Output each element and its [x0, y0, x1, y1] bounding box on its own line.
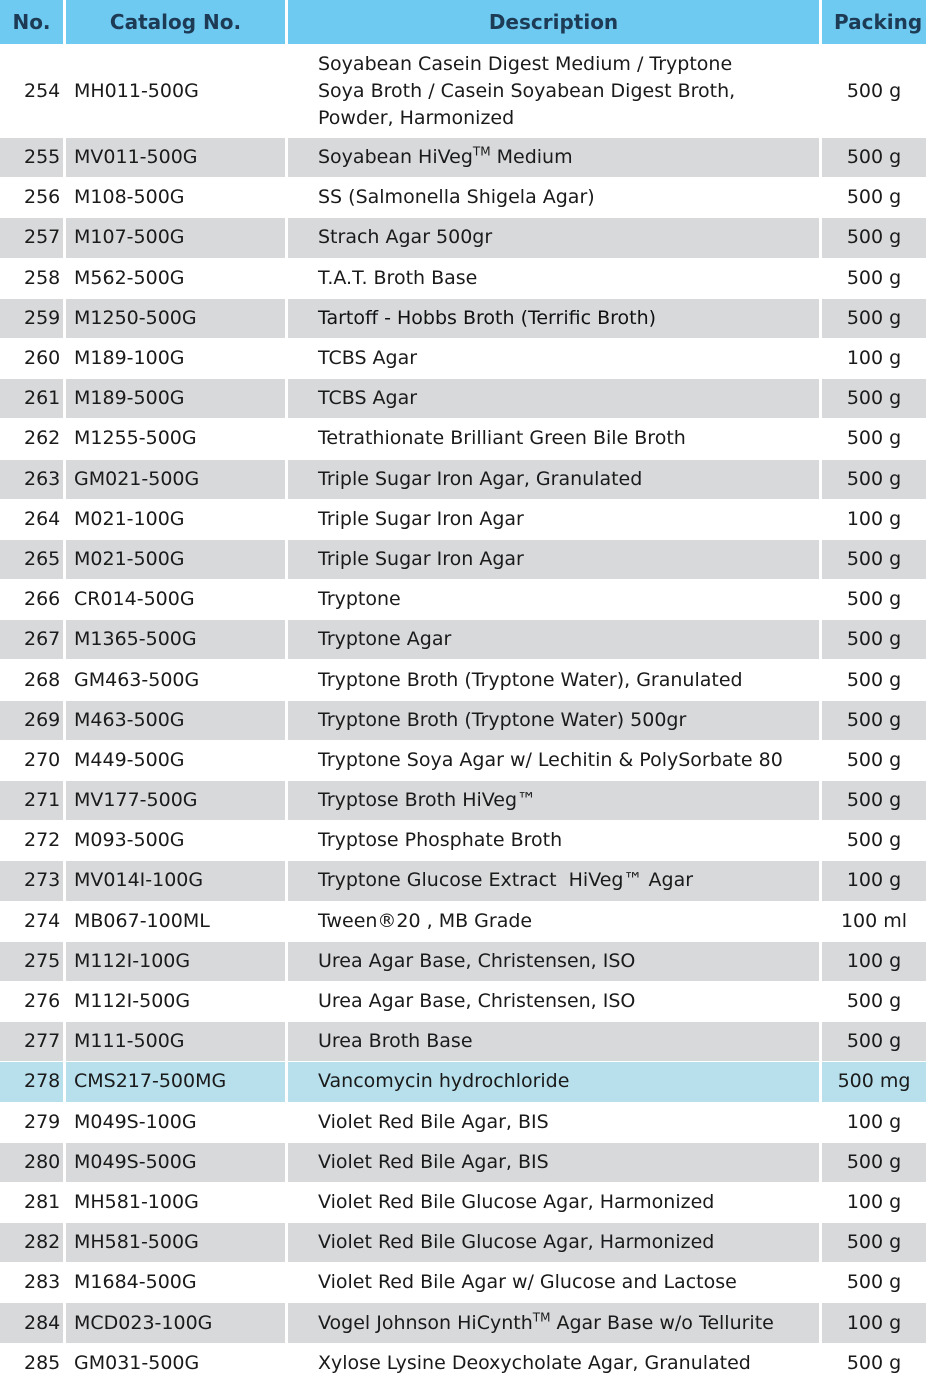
- row-no: 277: [0, 1022, 66, 1061]
- row-catalog-no: M049S-100G: [66, 1103, 288, 1142]
- table-row: [0, 218, 926, 258]
- row-catalog-no: M449-500G: [66, 741, 288, 780]
- row-catalog-no: M1250-500G: [66, 299, 288, 338]
- row-packing: 500 g: [846, 588, 902, 611]
- row-catalog-no: M562-500G: [66, 259, 288, 298]
- row-no: 275: [0, 942, 66, 981]
- row-description: Violet Red Bile Agar w/ Glucose and Lactose: [288, 1263, 822, 1302]
- table-row: [0, 942, 926, 982]
- row-packing: 500 g: [846, 80, 902, 102]
- row-packing: 500 g: [846, 1030, 902, 1053]
- row-packing: 500 g: [846, 266, 902, 289]
- row-no: 278: [0, 1062, 66, 1101]
- table-body: [0, 46, 926, 1384]
- row-packing: 500 g: [846, 467, 902, 490]
- row-packing: 100 g: [846, 1190, 902, 1213]
- table-row: [0, 781, 926, 821]
- row-no: 285: [0, 1344, 66, 1383]
- row-packing: 500 g: [846, 547, 902, 570]
- row-catalog-no: MCD023-100G: [66, 1303, 288, 1342]
- row-no: 259: [0, 299, 66, 338]
- row-description: Tryptose Broth HiVeg™: [288, 781, 822, 820]
- row-description: Violet Red Bile Agar, BIS: [288, 1143, 822, 1182]
- row-catalog-no: GM463-500G: [66, 660, 288, 699]
- row-no: 260: [0, 339, 66, 378]
- row-packing: 500 g: [846, 668, 902, 691]
- row-no: 256: [0, 178, 66, 217]
- row-no: 264: [0, 500, 66, 539]
- row-no: 272: [0, 821, 66, 860]
- row-no: 255: [0, 138, 66, 177]
- row-catalog-no: MB067-100ML: [66, 902, 288, 941]
- table-row: [0, 902, 926, 942]
- table-header: [0, 0, 926, 46]
- table-row: [0, 982, 926, 1022]
- row-catalog-no: M112I-500G: [66, 982, 288, 1021]
- row-no: 270: [0, 741, 66, 780]
- row-packing: 500 mg: [837, 1070, 911, 1093]
- row-packing: 500 g: [846, 748, 902, 771]
- header-packing: Packing: [834, 9, 923, 34]
- row-no: 273: [0, 861, 66, 900]
- table-row: [0, 299, 926, 339]
- row-no: 257: [0, 218, 66, 257]
- row-packing: 500 g: [846, 1150, 902, 1173]
- row-no: 258: [0, 259, 66, 298]
- row-description: Tetrathionate Brilliant Green Bile Broth: [288, 419, 822, 458]
- row-catalog-no: M107-500G: [66, 218, 288, 257]
- row-packing: 500 g: [846, 829, 902, 852]
- table-row: [0, 138, 926, 178]
- row-description: [288, 138, 822, 177]
- row-description: Tryptone Agar: [288, 620, 822, 659]
- trademark-mark: TM: [472, 144, 491, 159]
- table-row: [0, 379, 926, 419]
- table-row: [0, 701, 926, 741]
- row-catalog-no: M021-100G: [66, 500, 288, 539]
- table-row: [0, 500, 926, 540]
- row-no: 269: [0, 701, 66, 740]
- description-tail: Agar Base w/o Tellurite: [550, 1311, 774, 1334]
- row-no: 254: [0, 46, 66, 137]
- row-packing: 500 g: [846, 387, 902, 410]
- row-no: 263: [0, 460, 66, 499]
- table-row: [0, 580, 926, 620]
- table-row: [0, 620, 926, 660]
- row-no: 266: [0, 580, 66, 619]
- row-no: 276: [0, 982, 66, 1021]
- row-description: Soyabean Casein Digest Medium / Tryptone Soya Broth / Casein Soyabean Digest Broth, Powder, Harmonized: [288, 46, 822, 137]
- table-row: [0, 46, 926, 138]
- row-description: Tryptone Broth (Tryptone Water), Granulated: [288, 660, 822, 699]
- table-row: [0, 821, 926, 861]
- row-catalog-no: M189-500G: [66, 379, 288, 418]
- row-description: Urea Broth Base: [288, 1022, 822, 1061]
- row-catalog-no: MV011-500G: [66, 138, 288, 177]
- trademark-mark: TM: [532, 1310, 551, 1325]
- row-catalog-no: M021-500G: [66, 540, 288, 579]
- row-description: Urea Agar Base, Christensen, ISO: [288, 982, 822, 1021]
- table-row: [0, 741, 926, 781]
- row-no: 265: [0, 540, 66, 579]
- row-description: Tryptose Phosphate Broth: [288, 821, 822, 860]
- row-description: SS (Salmonella Shigela Agar): [288, 178, 822, 217]
- table-row: [0, 1143, 926, 1183]
- row-packing: 500 g: [846, 1231, 902, 1254]
- table-row: [0, 1183, 926, 1223]
- row-no: 274: [0, 902, 66, 941]
- row-packing: 500 g: [846, 146, 902, 169]
- row-description: TCBS Agar: [288, 339, 822, 378]
- table-row: [0, 259, 926, 299]
- row-catalog-no: M1255-500G: [66, 419, 288, 458]
- table-row: [0, 540, 926, 580]
- row-description: Tartoff - Hobbs Broth (Terrific Broth): [288, 299, 822, 338]
- row-packing: 500 g: [846, 1351, 902, 1374]
- row-no: 283: [0, 1263, 66, 1302]
- row-catalog-no: M112I-100G: [66, 942, 288, 981]
- row-catalog-no: MH011-500G: [66, 46, 288, 137]
- row-catalog-no: CMS217-500MG: [66, 1062, 288, 1101]
- row-catalog-no: M189-100G: [66, 339, 288, 378]
- row-packing: 100 g: [846, 869, 902, 892]
- row-catalog-no: M1684-500G: [66, 1263, 288, 1302]
- row-description: Triple Sugar Iron Agar: [288, 540, 822, 579]
- row-packing: 500 g: [846, 226, 902, 249]
- row-description: Violet Red Bile Agar, BIS: [288, 1103, 822, 1142]
- table-row: [0, 660, 926, 700]
- table-row: [0, 339, 926, 379]
- table-row: [0, 1223, 926, 1263]
- row-catalog-no: M111-500G: [66, 1022, 288, 1061]
- table-row: [0, 178, 926, 218]
- row-catalog-no: M463-500G: [66, 701, 288, 740]
- row-catalog-no: MH581-100G: [66, 1183, 288, 1222]
- row-packing: 500 g: [846, 990, 902, 1013]
- row-packing: 100 g: [846, 347, 902, 370]
- row-no: 261: [0, 379, 66, 418]
- table-row: [0, 861, 926, 901]
- row-catalog-no: GM031-500G: [66, 1344, 288, 1383]
- row-packing: 500 g: [846, 427, 902, 450]
- description-text: Soyabean HiVeg: [318, 146, 473, 169]
- row-description: TCBS Agar: [288, 379, 822, 418]
- row-no: 262: [0, 419, 66, 458]
- row-description: Tween®20 , MB Grade: [288, 902, 822, 941]
- row-catalog-no: MV014I-100G: [66, 861, 288, 900]
- row-packing: 500 g: [846, 789, 902, 812]
- row-catalog-no: M108-500G: [66, 178, 288, 217]
- table-row: [0, 1022, 926, 1062]
- row-description: [288, 1303, 822, 1342]
- table-row: [0, 460, 926, 500]
- header-no: No.: [0, 0, 66, 44]
- table-row: [0, 1062, 926, 1102]
- row-description: Tryptone Soya Agar w/ Lechitin & PolySorbate 80: [288, 741, 822, 780]
- row-packing: 100 g: [846, 1110, 902, 1133]
- description-text: Vogel Johnson HiCynth: [318, 1311, 533, 1334]
- row-no: 279: [0, 1103, 66, 1142]
- row-packing: 500 g: [846, 708, 902, 731]
- row-description: Tryptone: [288, 580, 822, 619]
- table-row: [0, 1103, 926, 1143]
- row-description: Violet Red Bile Glucose Agar, Harmonized: [288, 1183, 822, 1222]
- header-description: Description: [288, 0, 822, 44]
- row-description: Strach Agar 500gr: [288, 218, 822, 257]
- row-no: 280: [0, 1143, 66, 1182]
- table-row: [0, 1263, 926, 1303]
- row-description: Vancomycin hydrochloride: [288, 1062, 822, 1101]
- row-catalog-no: M093-500G: [66, 821, 288, 860]
- header-catalog-no: Catalog No.: [66, 0, 288, 44]
- table-row: [0, 419, 926, 459]
- row-packing: 100 g: [846, 507, 902, 530]
- row-description: Violet Red Bile Glucose Agar, Harmonized: [288, 1223, 822, 1262]
- row-no: 282: [0, 1223, 66, 1262]
- row-packing: 100 ml: [840, 909, 908, 932]
- row-description: T.A.T. Broth Base: [288, 259, 822, 298]
- row-packing: 100 g: [846, 1311, 902, 1334]
- row-description: Triple Sugar Iron Agar, Granulated: [288, 460, 822, 499]
- row-description: Tryptone Broth (Tryptone Water) 500gr: [288, 701, 822, 740]
- row-no: 284: [0, 1303, 66, 1342]
- row-no: 271: [0, 781, 66, 820]
- table-row: [0, 1344, 926, 1384]
- row-packing: 500 g: [846, 628, 902, 651]
- row-catalog-no: M049S-500G: [66, 1143, 288, 1182]
- row-packing: 500 g: [846, 306, 902, 329]
- row-description: Tryptone Glucose Extract HiVeg™ Agar: [288, 861, 822, 900]
- row-no: 268: [0, 660, 66, 699]
- row-catalog-no: M1365-500G: [66, 620, 288, 659]
- row-no: 267: [0, 620, 66, 659]
- row-catalog-no: MV177-500G: [66, 781, 288, 820]
- row-packing: 100 g: [846, 949, 902, 972]
- row-description: Triple Sugar Iron Agar: [288, 500, 822, 539]
- row-description: Xylose Lysine Deoxycholate Agar, Granulated: [288, 1344, 822, 1383]
- row-no: 281: [0, 1183, 66, 1222]
- row-packing: 500 g: [846, 1271, 902, 1294]
- row-packing: 500 g: [846, 186, 902, 209]
- table-row: [0, 1303, 926, 1343]
- row-catalog-no: MH581-500G: [66, 1223, 288, 1262]
- row-catalog-no: GM021-500G: [66, 460, 288, 499]
- row-catalog-no: CR014-500G: [66, 580, 288, 619]
- description-tail: Medium: [490, 146, 573, 169]
- row-description: Urea Agar Base, Christensen, ISO: [288, 942, 822, 981]
